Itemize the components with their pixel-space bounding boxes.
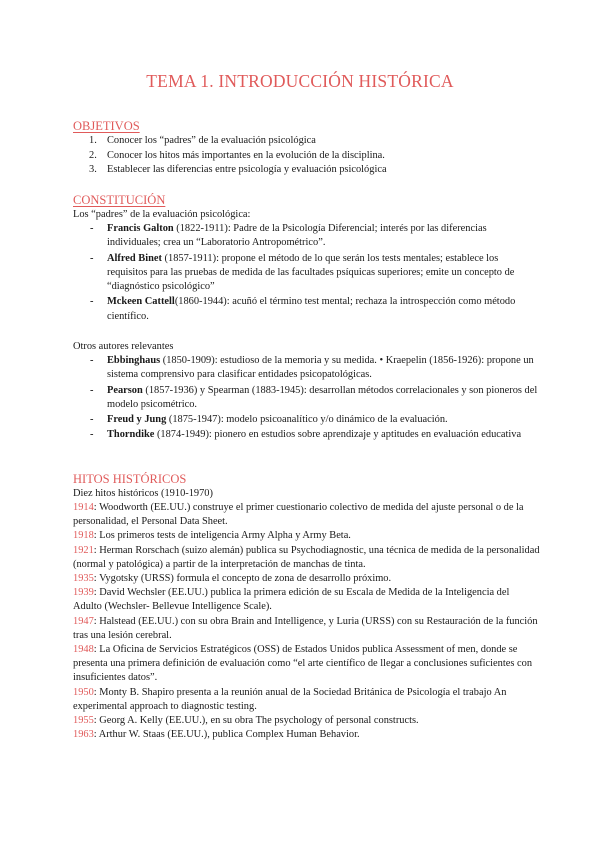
hito-text: : Los primeros tests de inteligencia Army Alpha y Army Beta. xyxy=(93,530,351,542)
hito-year: 1914 xyxy=(73,502,94,513)
author-name: Francis Galton xyxy=(107,223,174,234)
item-number: 2. xyxy=(89,149,97,161)
otros-section xyxy=(73,340,540,444)
list-item: - Alfred Binet (1857-1911): propone el método de lo que serán los tests mentales; establece los requisitos para las pruebas de medida de las facultades psíquicas superiores; emite un concepto de “diagnóstico psicológico” xyxy=(90,252,515,293)
author-text: (1857-1936) y Spearman (1883-1945): desarrollan métodos correlacionales y son pioneros del modelo psicométrico. xyxy=(107,384,538,410)
hito-year: 1939 xyxy=(73,587,94,599)
hito-text: : Georg A. Kelly (EE.UU.), en su obra The psychology of personal constructs. xyxy=(93,715,419,727)
hito-text: : Arthur W. Staas (EE.UU.), publica Complex Human Behavior. xyxy=(93,729,360,741)
padres-list xyxy=(73,222,540,324)
hito-year: 1963 xyxy=(73,729,94,741)
hito-text: : Halstead (EE.UU.) con su obra Brain and Intelligence, y Luria (URSS) con su Restauración de la función tras una lesión cerebral. xyxy=(73,615,538,641)
hitos-section xyxy=(73,472,540,742)
author-text: (1875-1947): modelo psicoanalítico y/o dinámico de la evaluación. xyxy=(166,414,448,426)
author-name: Pearson xyxy=(107,384,143,396)
hito-text: : Vygotsky (URSS) formula el concepto de zona de desarrollo próximo. xyxy=(93,573,392,585)
hito-item xyxy=(73,615,540,643)
list-item: - Freud y Jung (1875-1947): modelo psicoanalítico y/o dinámico de la evaluación. xyxy=(90,414,448,426)
list-item: - Francis Galton (1822-1911): Padre de la Psicología Diferencial; interés por las diferencias individuales; crea un “Laboratorio Antropométrico”. xyxy=(90,223,487,249)
constitucion-section xyxy=(73,193,540,325)
hito-item xyxy=(73,643,540,686)
hito-text: : Herman Rorschach (suizo alemán) publica su Psychodiagnostic, una técnica de medida de la personalidad (normal y patológica) a partir de la interpretación de manchas de tinta. xyxy=(73,544,540,570)
hito-item xyxy=(73,686,540,714)
author-text: (1857-1911): propone el método de lo que serán los tests mentales; establece los requisitos para las pruebas de medida de las facultades psíquicas superiores; emite un concepto de “diagnóstico psicológico” xyxy=(107,252,515,293)
hito-item xyxy=(73,728,540,742)
hito-year: 1950 xyxy=(73,686,94,698)
item-number: 3. xyxy=(89,164,97,175)
author-name: Ebbinghaus xyxy=(107,355,161,366)
list-item: - Thorndike (1874-1949): pionero en estudios sobre aprendizaje y aptitudes en evaluación educativa xyxy=(90,429,522,441)
hito-year: 1947 xyxy=(73,615,94,627)
author-name: Alfred Binet xyxy=(107,252,162,264)
hito-text: : La Oficina de Servicios Estratégicos (OSS) de Estados Unidos publica Assessment of men, donde se presenta una primera definición de evaluación como “el arte científico de llegar a conclusiones suficientes con insuficientes datos”. xyxy=(73,644,533,684)
hitos-intro: Diez hitos históricos (1910-1970) xyxy=(73,488,213,499)
hito-item xyxy=(73,714,540,728)
hitos-heading: HITOS HISTÓRICOS xyxy=(73,472,187,486)
list-item xyxy=(73,134,540,149)
hito-item xyxy=(73,586,540,614)
objetivos-list xyxy=(73,134,540,178)
hito-item xyxy=(73,529,540,543)
hito-year: 1918 xyxy=(73,530,94,542)
hito-item xyxy=(73,572,540,586)
hito-year: 1935 xyxy=(73,573,94,585)
item-number: 1. xyxy=(89,135,97,146)
constitucion-heading: CONSTITUCIÓN xyxy=(73,193,166,207)
list-item: - Pearson (1857-1936) y Spearman (1883-1945): desarrollan métodos correlacionales y son pioneros del modelo psicométrico. xyxy=(90,384,538,410)
author-text: (1860-1944): acuñó el término test mental; rechaza la introspección como método científico. xyxy=(107,296,516,322)
hito-year: 1948 xyxy=(73,644,94,656)
author-text: (1822-1911): Padre de la Psicología Diferencial; interés por las diferencias individuales; crea un “Laboratorio Antropométrico”. xyxy=(107,223,487,249)
otros-list xyxy=(73,354,540,443)
item-text: Establecer las diferencias entre psicología y evaluación psicológica xyxy=(107,164,387,175)
author-text: (1874-1949): pionero en estudios sobre aprendizaje y aptitudes en evaluación educativa xyxy=(154,429,522,441)
padres-intro: Los “padres” de la evaluación psicológica: xyxy=(73,209,251,220)
objetivos-heading: OBJETIVOS xyxy=(73,119,140,133)
item-text: Conocer los hitos más importantes en la evolución de la disciplina. xyxy=(107,149,385,161)
author-text: (1850-1909): estudioso de la memoria y su medida. • Kraepelin (1856-1926): propone un sistema comprensivo para clasificar entidades psicopatológicas. xyxy=(107,355,534,381)
list-item xyxy=(73,163,540,178)
hito-year: 1955 xyxy=(73,715,94,727)
author-name: Mckeen Cattell xyxy=(107,296,175,308)
otros-intro: Otros autores relevantes xyxy=(73,341,174,352)
objetivos-section xyxy=(73,119,540,178)
hito-item xyxy=(73,544,540,572)
list-item: - Ebbinghaus (1850-1909): estudioso de la memoria y su medida. • Kraepelin (1856-1926): propone un sistema comprensivo para clasificar entidades psicopatológicas. xyxy=(90,355,534,381)
list-item xyxy=(73,149,540,164)
item-text: Conocer los “padres” de la evaluación psicológica xyxy=(107,135,316,146)
hito-item xyxy=(73,501,540,529)
hito-text: : David Wechsler (EE.UU.) publica la primera edición de su Escala de Medida de la Inteligencia del Adulto (Wechsler- Bellevue Intelligence Scale). xyxy=(73,587,510,613)
author-name: Freud y Jung xyxy=(107,414,167,426)
author-name: Thorndike xyxy=(107,429,155,441)
page-title: TEMA 1. INTRODUCCIÓN HISTÓRICA xyxy=(146,71,454,91)
hito-text: : Woodworth (EE.UU.) construye el primer cuestionario colectivo de medida del ajuste personal o de la personalidad, el Personal Data Sheet. xyxy=(73,502,524,528)
list-item: - Mckeen Cattell(1860-1944): acuñó el término test mental; rechaza la introspección como método científico. xyxy=(90,296,516,322)
hito-text: : Monty B. Shapiro presenta a la reunión anual de la Sociedad Británica de Psicología el trabajo An experimental approach to diagnostic testing. xyxy=(73,686,507,712)
hito-year: 1921 xyxy=(73,544,94,556)
